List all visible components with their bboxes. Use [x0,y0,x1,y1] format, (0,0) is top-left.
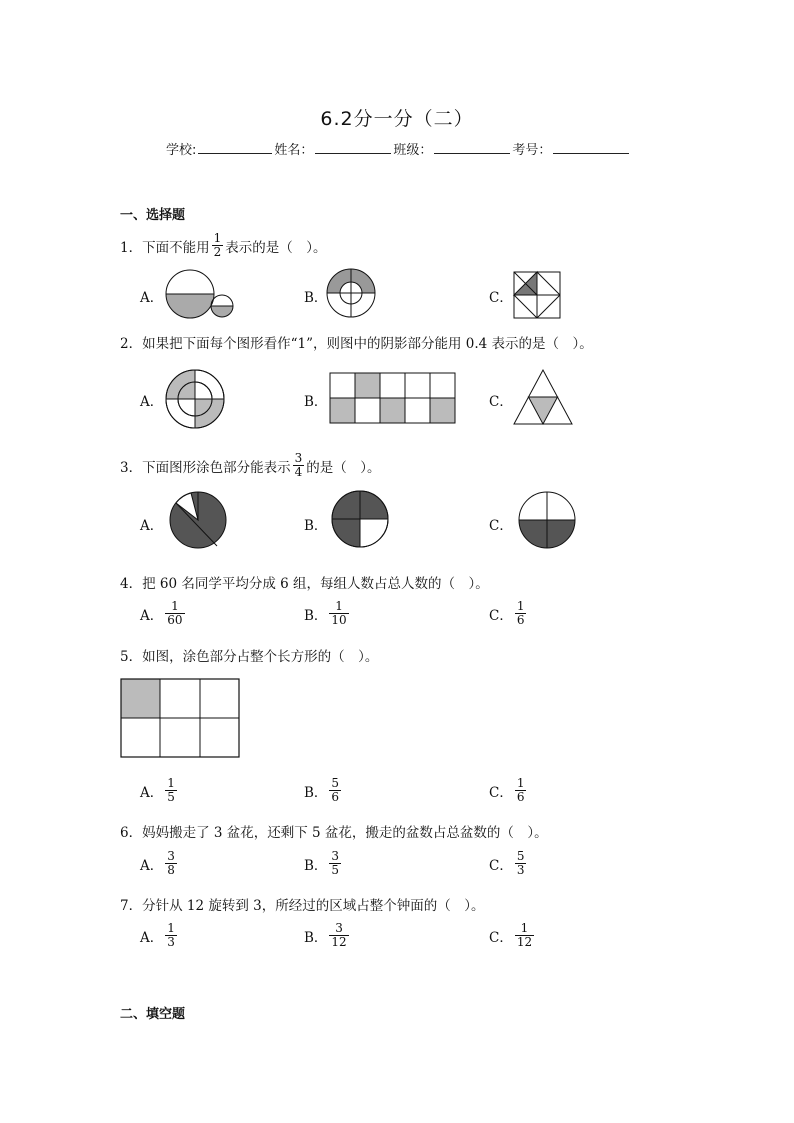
q2-figure-c [512,368,576,426]
fraction: $\frac{1}{6}$ [516,599,525,627]
fraction: $\frac{1}{2}$ [213,231,222,259]
q5-figure-rectangle [120,678,242,760]
exam-no-blank[interactable] [553,139,629,154]
q7-option-b[interactable]: B． $\frac{3}{12}$ [304,921,347,949]
q3-option-c-label[interactable]: C． [489,518,513,534]
q2-figure-a [164,368,226,430]
q7-option-c[interactable]: C． $\frac{1}{12}$ [489,921,533,949]
q6-option-c[interactable]: C． $\frac{5}{3}$ [489,849,525,877]
question-4-stem: 4．把 60 名同学平均分成 6 组，每组人数占总人数的（ ）。 [120,576,489,592]
student-info-line [166,139,631,158]
question-3-stem: 3．下面图形涂色部分能表示 $\frac{3}{4}$ 的是（ ）。 [120,451,381,479]
fraction: $\frac{3}{12}$ [331,921,347,949]
q7-option-a[interactable]: A． $\frac{1}{3}$ [140,921,175,949]
q3-option-b-label[interactable]: B． [304,518,328,534]
q2-option-b-label[interactable]: B． [304,394,328,410]
question-6-stem: 6．妈妈搬走了 3 盆花，还剩下 5 盆花，搬走的盆数占总盆数的（ ）。 [120,825,548,841]
fraction: $\frac{1}{10}$ [331,599,347,627]
q6-option-b[interactable]: B． $\frac{3}{5}$ [304,849,340,877]
q6-option-a[interactable]: A． $\frac{3}{8}$ [140,849,175,877]
fraction: $\frac{1}{6}$ [516,776,525,804]
q1-option-b-label[interactable]: B． [304,290,328,306]
fraction: $\frac{1}{3}$ [167,921,175,949]
class-label: 班级： [393,143,433,158]
question-2-stem: 2．如果把下面每个图形看作“1”，则图中的阴影部分能用 0.4 表示的是（ ）。 [120,336,593,352]
q4-option-c[interactable]: C． $\frac{1}{6}$ [489,599,525,627]
question-7-stem: 7．分针从 12 旋转到 3，所经过的区域占整个钟面的（ ）。 [120,898,485,914]
fraction: $\frac{5}{3}$ [516,849,525,877]
q2-figure-b [329,372,457,424]
q4-option-b[interactable]: B． $\frac{1}{10}$ [304,599,347,627]
q3-figure-b [331,490,391,550]
fraction: $\frac{1}{60}$ [167,599,183,627]
fraction: $\frac{3}{4}$ [294,451,303,479]
q3-figure-c [518,491,578,551]
q1-option-a-label[interactable]: A． [140,290,164,306]
fraction: $\frac{3}{8}$ [167,849,175,877]
fraction: $\frac{5}{6}$ [331,776,340,804]
q1-figure-b [324,268,384,322]
class-blank[interactable] [434,139,510,154]
fraction: $\frac{1}{12}$ [516,921,533,949]
page-title: 6.2分一分（二） [320,108,474,130]
name-blank[interactable] [315,139,391,154]
q2-option-a-label[interactable]: A． [140,394,164,410]
q1-figure-c [512,270,562,320]
q1-figure-a [160,268,240,322]
q2-option-c-label[interactable]: C． [489,394,513,410]
school-label: 学校: [166,143,197,158]
exam-no-label: 考号： [512,143,552,158]
q5-option-c[interactable]: C． $\frac{1}{6}$ [489,776,525,804]
q3-figure-a [169,491,229,551]
school-blank[interactable] [198,139,272,154]
q5-option-a[interactable]: A． $\frac{1}{5}$ [140,776,175,804]
name-label: 姓名： [274,143,314,158]
q4-option-a[interactable]: A． $\frac{1}{60}$ [140,599,183,627]
q5-option-b[interactable]: B． $\frac{5}{6}$ [304,776,340,804]
question-1-stem: 1．下面不能用 $\frac{1}{2}$ 表示的是（ ）。 [120,231,327,259]
section-heading-choice: 一、选择题 [120,208,186,223]
section-heading-fill: 二、填空题 [120,1007,186,1022]
fraction: $\frac{3}{5}$ [331,849,340,877]
question-5-stem: 5．如图，涂色部分占整个长方形的（ ）。 [120,649,379,665]
q3-option-a-label[interactable]: A． [140,518,164,534]
q1-option-c-label[interactable]: C． [489,290,513,306]
fraction: $\frac{1}{5}$ [167,776,175,804]
